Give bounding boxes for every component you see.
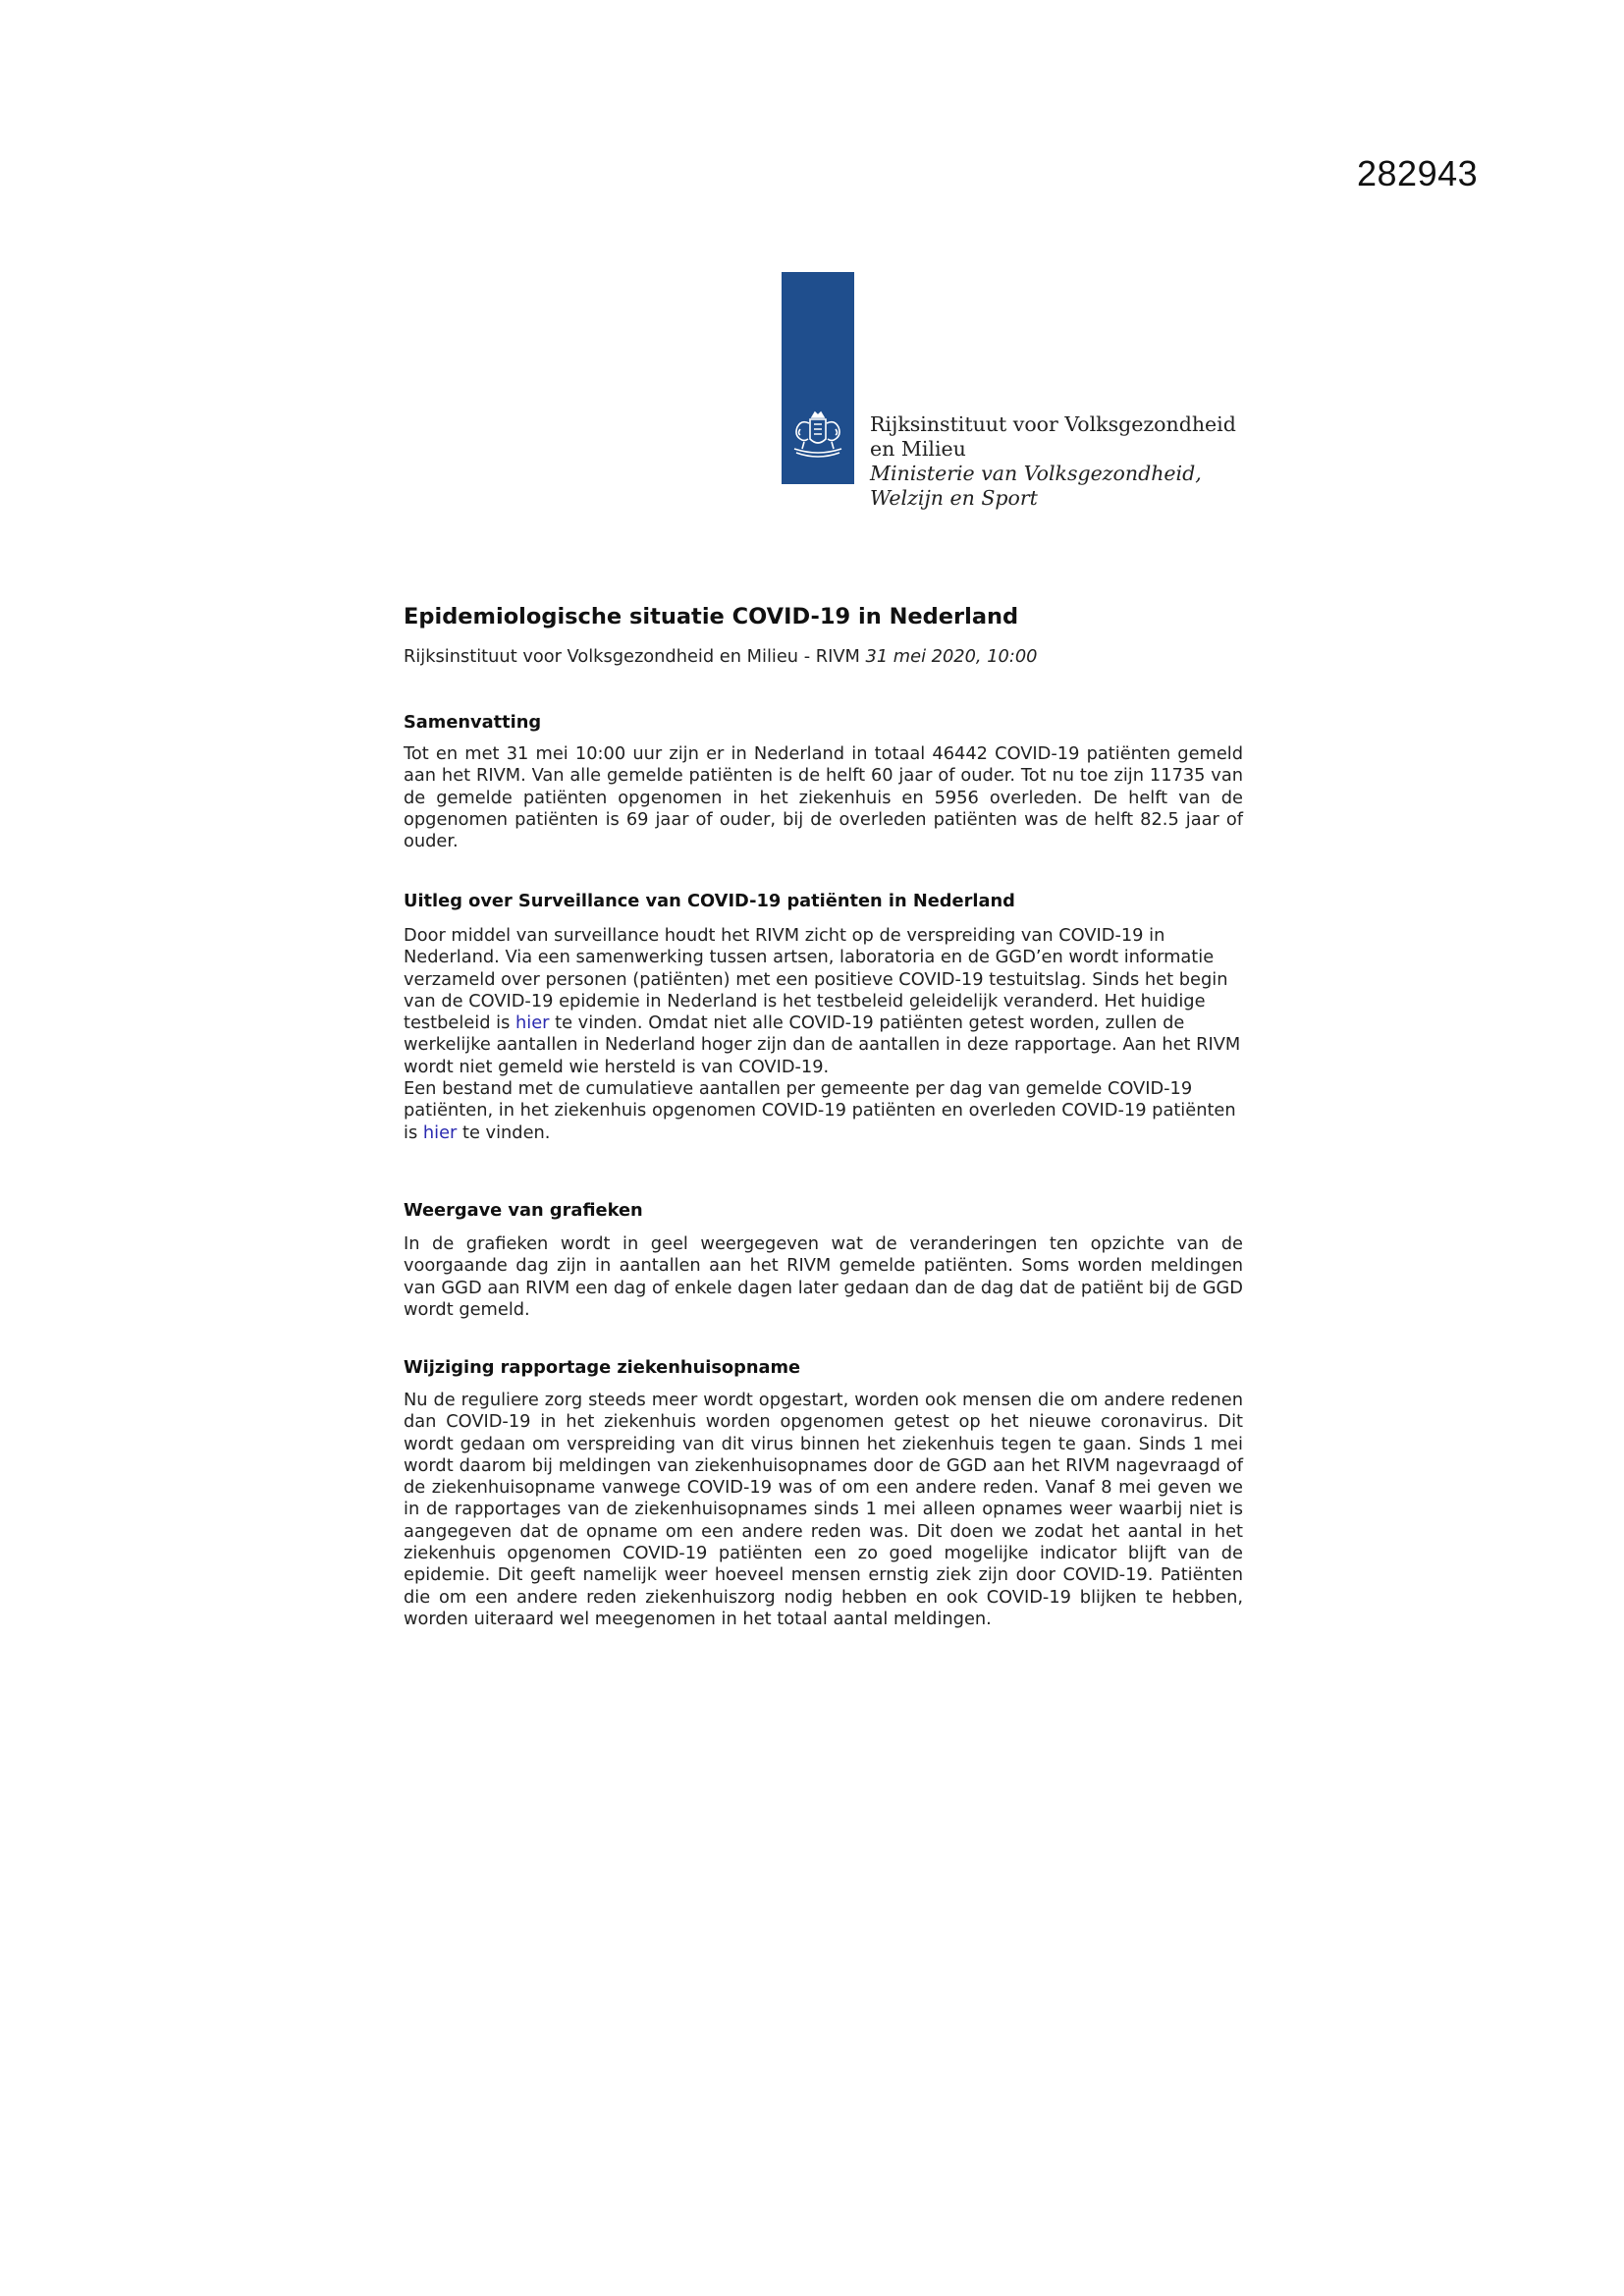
section-text-wijziging: Nu de reguliere zorg steeds meer wordt opgestart, worden ook mensen die om andere redenen dan COVID-19 in het ziekenhuis worden opgenomen getest op het nieuwe coronavirus. Dit wordt gedaan om verspreiding van dit virus binnen het ziekenhuis tegen te gaan. Sinds 1 mei wordt daarom bij meldingen van ziekenhuisopnames door de GGD aan het RIVM nagevraagd of de ziekenhuisopname vanwege COVID-19 was of om een andere reden. Vanaf 8 mei geven we in de rapportages van de ziekenhuisopnames sinds 1 mei alleen opnames weer waarbij niet is aangegeven dat de opname om een andere reden was. Dit doen we zodat het aantal in het ziekenhuis opgenomen COVID-19 patiënten een zo goed mogelijke indicator blijft van de epidemie. Dit geeft namelijk weer hoeveel mensen ernstig ziek zijn door COVID-19. Patiënten die om een andere reden ziekenhuiszorg nodig hebben en ook COVID-19 blijken te hebben, worden uiteraard wel meegenomen in het totaal aantal meldingen. [404, 1390, 1243, 1629]
crest-icon [788, 410, 847, 463]
download-file-link[interactable]: hier [422, 1121, 458, 1143]
section-heading-wijziging: Wijziging rapportage ziekenhuisopname [404, 1357, 801, 1378]
uitleg-text-part: te vinden. Omdat niet alle COVID-19 patiënten getest worden, zullen de werkelijke aantallen in Nederland hoger zijn dan de aantallen in deze rapportage. Aan het RIVM wordt niet gemeld wie hersteld is van COVID-19. [404, 1012, 1241, 1077]
section-heading-samenvatting: Samenvatting [404, 712, 542, 733]
logo-bar [782, 272, 854, 484]
uitleg-text-part: Een bestand met de cumulatieve aantallen per gemeente per dag van gemelde COVID-19 patiënten, in het ziekenhuis opgenomen COVID-19 patiënten en overleden COVID-19 patiënten is [404, 1078, 1236, 1143]
org-name-line: Rijksinstituut voor Volksgezondheid [870, 412, 1236, 436]
report-date: 31 mei 2020, 10:00 [865, 646, 1038, 667]
subtitle-org: Rijksinstituut voor Volksgezondheid en Milieu - RIVM [404, 646, 860, 667]
document-number: 282943 [1357, 153, 1479, 193]
ministry-name-line: Ministerie van Volksgezondheid, [870, 462, 1202, 485]
section-heading-weergave: Weergave van grafieken [404, 1200, 643, 1221]
uitleg-text-part: te vinden. [457, 1121, 551, 1143]
page-title: Epidemiologische situatie COVID-19 in Nederland [404, 604, 1019, 629]
section-text-samenvatting: Tot en met 31 mei 10:00 uur zijn er in Nederland in totaal 46442 COVID-19 patiënten gemeld aan het RIVM. Van alle gemelde patiënten is de helft 60 jaar of ouder. Tot nu toe zijn 11735 van de gemelde patiënten opgenomen in het ziekenhuis en 5956 overleden. De helft van de opgenomen patiënten is 69 jaar of ouder, bij de overleden patiënten was de helft 82.5 jaar of ouder. [404, 743, 1243, 852]
section-heading-uitleg: Uitleg over Surveillance van COVID-19 patiënten in Nederland [404, 891, 1015, 911]
subtitle [404, 646, 1037, 667]
ministry-name-line: Welzijn en Sport [870, 486, 1038, 510]
org-name-line: en Milieu [870, 437, 966, 461]
organisation-name [870, 412, 1236, 511]
section-text-weergave: In de grafieken wordt in geel weergegeven wat de veranderingen ten opzichte van de voorgaande dag zijn in aantallen aan het RIVM gemelde patiënten. Soms worden meldingen van GGD aan RIVM een dag of enkele dagen later gedaan dan de dag dat de patiënt bij de GGD wordt gemeld. [404, 1233, 1243, 1320]
section-text-uitleg [404, 925, 1243, 1144]
uitleg-text-part: Door middel van surveillance houdt het RIVM zicht op de verspreiding van COVID-19 in Nederland. Via een samenwerking tussen artsen, laboratoria en de GGD’en wordt informatie verzameld over personen (patiënten) met een positieve COVID-19 testuitslag. Sinds het begin van de COVID-19 epidemie in Nederland is het testbeleid geleidelijk veranderd. Het huidige testbeleid is [404, 925, 1228, 1034]
testbeleid-link[interactable]: hier [515, 1012, 550, 1034]
